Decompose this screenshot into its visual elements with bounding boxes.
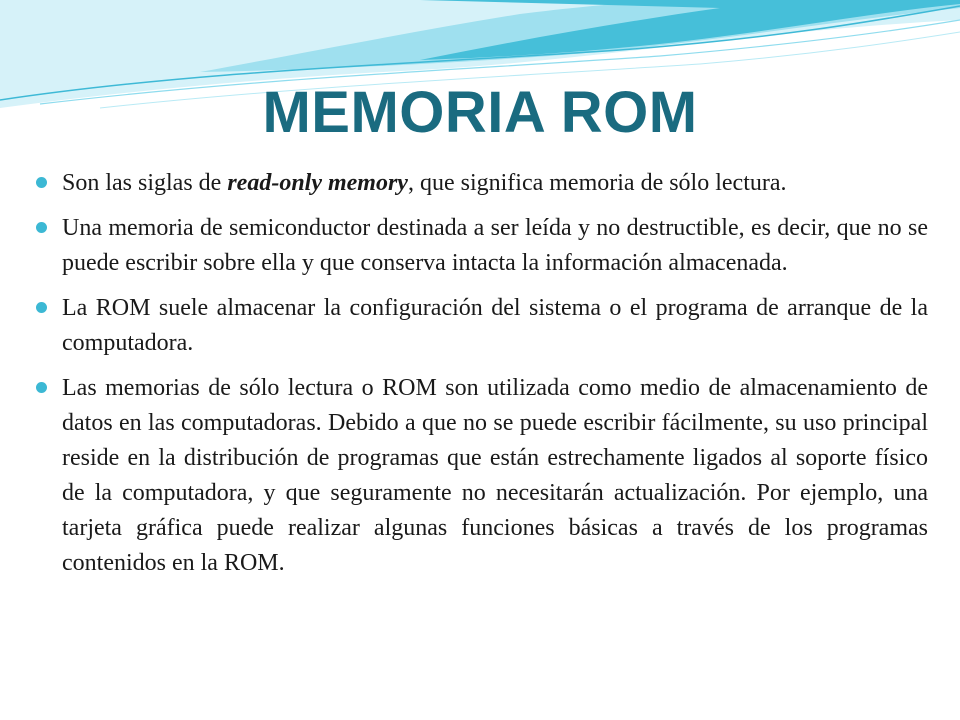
bullet-dot-icon xyxy=(36,177,47,188)
bullet-1-emphasis: read-only memory xyxy=(227,170,408,196)
bullet-dot-icon xyxy=(36,382,47,393)
bullet-2-text: Una memoria de semiconductor destinada a ser leída y no destructible, es decir, que no se puede escribir sobre ella y que conserva intacta la información almacenada. xyxy=(62,215,928,276)
bullet-1-text-before: Son las siglas de xyxy=(62,170,228,196)
bullet-4-text: Las memorias de sólo lectura o ROM son utilizada como medio de almacenamiento de datos en las computadoras. Debido a que no se puede escribir fácilmente, su uso principal reside en la distribución de programas que están estrechamente ligados al soporte físico de la computadora, y que seguramente no necesitarán actualización. Por ejemplo, una tarjeta gráfica puede realizar algunas funciones básicas a través de los programas contenidos en la ROM. xyxy=(62,375,928,576)
bullet-dot-icon xyxy=(36,222,47,233)
bullet-item-2 xyxy=(36,211,928,281)
bullet-item-1 xyxy=(36,166,928,201)
slide-title: MEMORIA ROM xyxy=(262,80,698,145)
bullet-item-4 xyxy=(36,371,928,581)
bullet-item-3 xyxy=(36,291,928,361)
bullet-1-text-after: , que significa memoria de sólo lectura. xyxy=(407,170,787,196)
bullet-3-text: La ROM suele almacenar la configuración del sistema o el programa de arranque de la computadora. xyxy=(62,295,928,356)
bullet-dot-icon xyxy=(36,302,47,313)
bullet-list xyxy=(36,166,928,591)
